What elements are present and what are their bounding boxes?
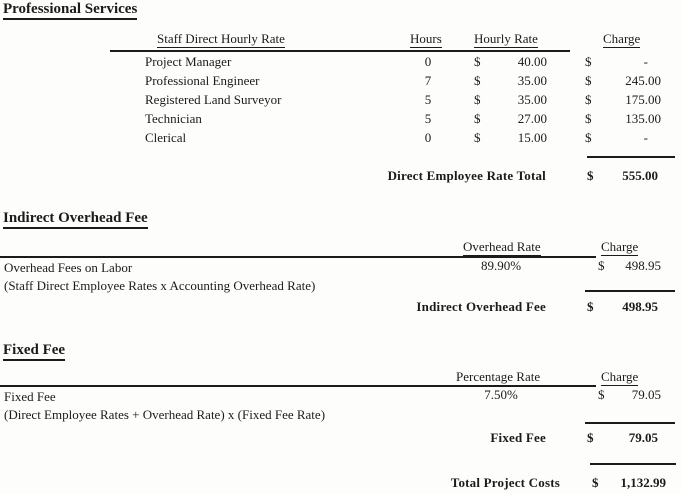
column-header-charge: Charge (603, 31, 641, 46)
currency-sign: $ (587, 168, 594, 183)
table-header-rule (110, 50, 570, 52)
subtotal-rule (585, 422, 675, 424)
rate-value: 40.00 (517, 54, 547, 69)
grand-total-amount: 1,132.99 (620, 475, 666, 490)
column-header-hours: Hours (410, 31, 442, 46)
section-title-indirect-overhead-fee: Indirect Overhead Fee (3, 211, 148, 229)
currency-sign: $ (585, 92, 592, 107)
rate-value: 35.00 (517, 92, 547, 107)
fixed-fee-total-label: Fixed Fee (490, 430, 546, 445)
currency-sign: $ (585, 54, 592, 69)
currency-sign: $ (474, 73, 481, 88)
column-header-charge: Charge (601, 369, 639, 384)
overhead-total-amount: 498.95 (622, 299, 658, 314)
fixed-fee-row-note: (Direct Employee Rates + Overhead Rate) x (Fixed Fee Rate) (4, 407, 326, 422)
charge-value: - (643, 130, 648, 145)
rate-value: 35.00 (517, 73, 547, 88)
grand-total-rule (590, 463, 676, 465)
currency-sign: $ (474, 54, 481, 69)
section-title-fixed-fee: Fixed Fee (3, 343, 65, 361)
hours-value: 0 (424, 54, 432, 69)
grand-total-label: Total Project Costs (450, 475, 560, 490)
subtotal-rule (587, 156, 675, 158)
charge-value: - (643, 54, 648, 69)
currency-sign: $ (474, 130, 481, 145)
staff-name: Clerical (145, 130, 187, 145)
staff-name: Project Manager (145, 54, 232, 69)
charge-value: 245.00 (625, 73, 661, 88)
overhead-row-label: Overhead Fees on Labor (4, 260, 133, 275)
column-header-staff: Staff Direct Hourly Rate (157, 31, 285, 46)
fixed-fee-charge-value: 79.05 (631, 387, 661, 402)
currency-sign: $ (598, 258, 605, 273)
currency-sign: $ (474, 111, 481, 126)
section-title-professional-services: Professional Services (3, 2, 137, 20)
overhead-rate-value: 89.90% (480, 258, 522, 273)
hours-value: 7 (424, 73, 432, 88)
currency-sign: $ (585, 130, 592, 145)
currency-sign: $ (598, 387, 605, 402)
overhead-total-label: Indirect Overhead Fee (416, 299, 546, 314)
subtotal-rule (585, 290, 675, 292)
currency-sign: $ (585, 73, 592, 88)
charge-value: 135.00 (625, 111, 661, 126)
services-total-label: Direct Employee Rate Total (387, 168, 546, 183)
fixed-fee-total-amount: 79.05 (628, 430, 658, 445)
hours-value: 5 (424, 111, 432, 126)
column-header-charge: Charge (601, 239, 639, 254)
currency-sign: $ (585, 111, 592, 126)
staff-name: Technician (145, 111, 202, 126)
column-header-hourly-rate: Hourly Rate (474, 31, 538, 46)
fixed-fee-row-label: Fixed Fee (4, 389, 56, 404)
currency-sign: $ (587, 299, 594, 314)
staff-name: Registered Land Surveyor (145, 92, 282, 107)
currency-sign: $ (474, 92, 481, 107)
rate-value: 27.00 (517, 111, 547, 126)
charge-value: 175.00 (625, 92, 661, 107)
services-total-amount: 555.00 (622, 168, 658, 183)
currency-sign: $ (587, 430, 594, 445)
fixed-fee-rate-value: 7.50% (484, 387, 518, 402)
column-header-percentage-rate: Percentage Rate (456, 369, 541, 384)
staff-name: Professional Engineer (145, 73, 260, 88)
hours-value: 0 (424, 130, 432, 145)
overhead-charge-value: 498.95 (625, 258, 661, 273)
currency-sign: $ (592, 475, 599, 490)
hours-value: 5 (424, 92, 432, 107)
rate-value: 15.00 (517, 130, 547, 145)
column-header-overhead-rate: Overhead Rate (463, 239, 541, 254)
overhead-row-note: (Staff Direct Employee Rates x Accounting Overhead Rate) (4, 278, 316, 293)
